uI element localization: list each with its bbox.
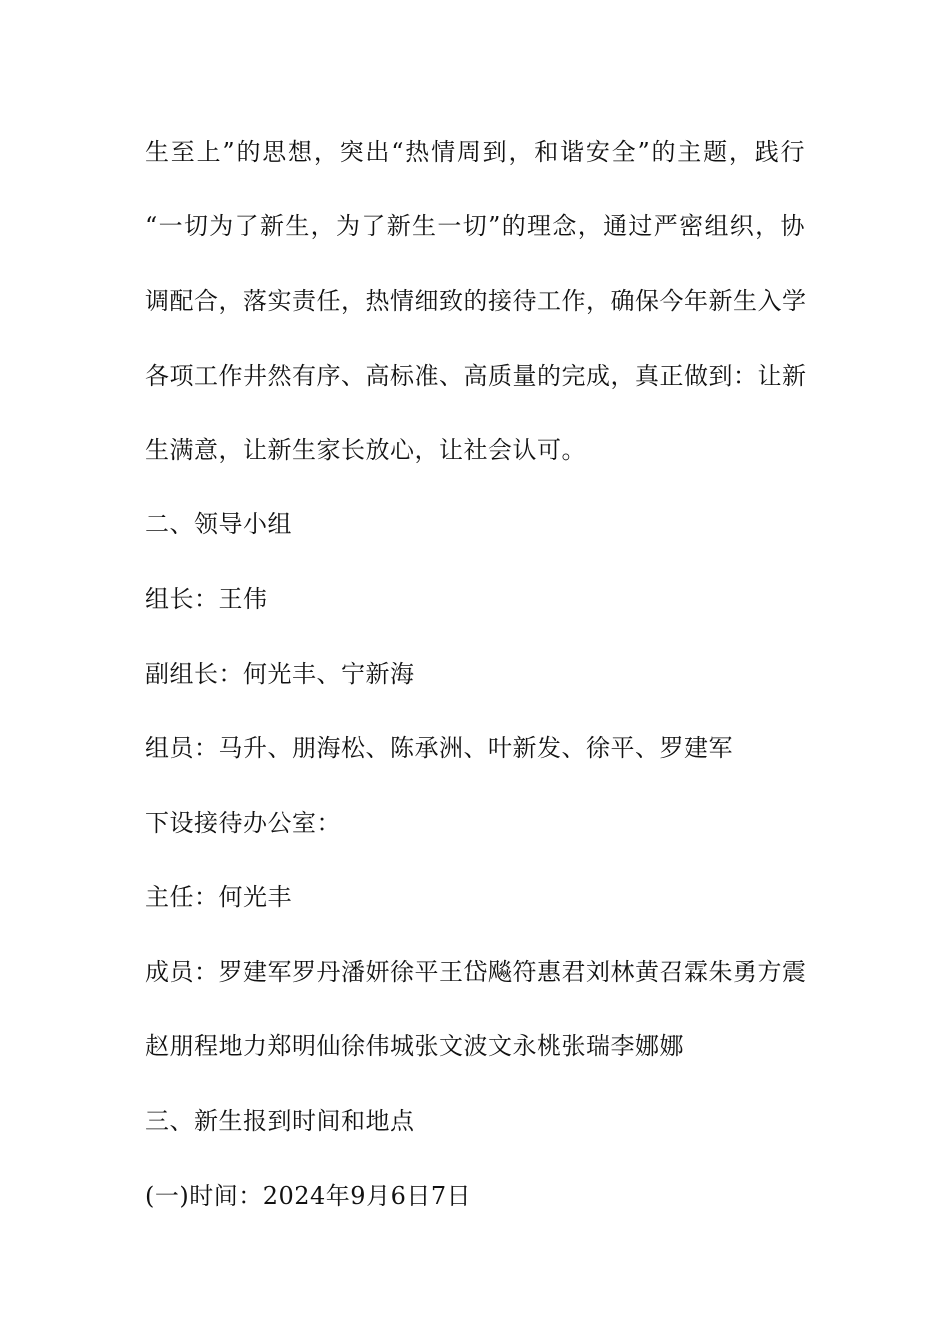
intro-line-4: 各项工作井然有序、高标准、高质量的完成，真正做到：让新 <box>145 362 807 390</box>
members-line: 组员：马升、朋海松、陈承洲、叶新发、徐平、罗建军 <box>145 734 733 762</box>
intro-line-3: 调配合，落实责任，热情细致的接待工作，确保今年新生入学 <box>145 287 807 315</box>
office-members-line-2: 赵朋程地力郑明仙徐伟城张文波文永桃张瑞李娜娜 <box>145 1032 684 1060</box>
office-line: 下设接待办公室： <box>145 809 341 837</box>
section-heading-leadership: 二、领导小组 <box>145 510 292 538</box>
section-heading-registration: 三、新生报到时间和地点 <box>145 1107 415 1135</box>
intro-line-1: 生至上”的思想，突出“热情周到，和谐安全”的主题，践行 <box>145 138 805 166</box>
leader-line: 组长：王伟 <box>145 585 268 613</box>
intro-line-2: “一切为了新生，为了新生一切”的理念，通过严密组织，协 <box>145 212 805 240</box>
director-line: 主任：何光丰 <box>145 883 292 911</box>
deputy-line: 副组长：何光丰、宁新海 <box>145 660 415 688</box>
intro-line-5: 生满意，让新生家长放心，让社会认可。 <box>145 436 586 464</box>
registration-time-line: (一)时间：2024年9月6日7日 <box>145 1182 472 1210</box>
office-members-line-1: 成员：罗建军罗丹潘妍徐平王岱飚符惠君刘林黄召霖朱勇方震 <box>145 958 807 986</box>
